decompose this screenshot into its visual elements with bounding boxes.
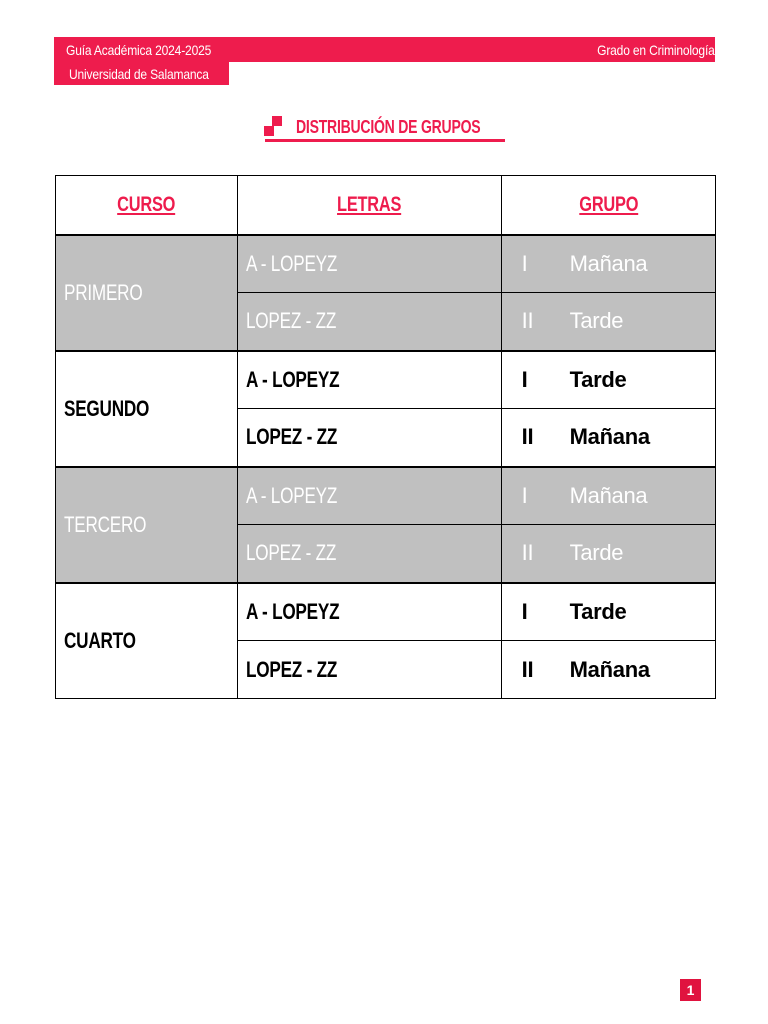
section-title-text: DISTRIBUCIÓN DE GRUPOS <box>296 117 481 137</box>
letras-range: A - LOPEYZ <box>246 598 340 624</box>
letras-range: LOPEZ - ZZ <box>246 424 338 450</box>
red-steps-icon <box>263 114 285 138</box>
university-name: Universidad de Salamanca <box>69 66 209 82</box>
curso-label: TERCERO <box>64 511 147 537</box>
grupo-cell <box>501 351 715 409</box>
letras-range: LOPEZ - ZZ <box>246 656 338 682</box>
grupo-number: I <box>521 598 528 624</box>
grupo-turno: Tarde <box>569 308 624 334</box>
grupo-number: I <box>521 250 528 276</box>
grupo-number: I <box>521 366 528 392</box>
grupo-turno: Mañana <box>569 656 650 682</box>
curso-label: SEGUNDO <box>64 395 150 421</box>
grupo-number: II <box>521 656 534 682</box>
curso-cell <box>56 235 238 351</box>
letras-cell <box>238 641 501 699</box>
guide-title: Guía Académica 2024-2025 <box>66 42 212 58</box>
letras-range: LOPEZ - ZZ <box>246 308 337 334</box>
grupo-turno: Tarde <box>569 540 624 566</box>
table-row <box>56 351 716 409</box>
grupo-cell <box>501 467 715 525</box>
page-number: 1 <box>680 979 701 1001</box>
curso-cell <box>56 583 238 699</box>
letras-cell <box>238 235 501 293</box>
grupo-turno: Tarde <box>569 366 627 392</box>
grupo-number: II <box>521 540 534 566</box>
degree-name: Grado en Criminología <box>597 42 715 58</box>
grupo-cell <box>501 525 715 583</box>
grupo-cell <box>501 293 715 351</box>
grupo-turno: Tarde <box>569 598 627 624</box>
letras-cell <box>238 351 501 409</box>
letras-range: A - LOPEYZ <box>246 482 338 508</box>
grupo-turno: Mañana <box>569 424 650 450</box>
curso-cell <box>56 467 238 583</box>
header-grupo: GRUPO <box>501 176 715 235</box>
letras-cell <box>238 409 501 467</box>
table-header-row <box>56 176 716 235</box>
table-row <box>56 467 716 525</box>
grupo-cell <box>501 641 715 699</box>
grupo-cell <box>501 235 715 293</box>
grupo-turno: Mañana <box>569 482 648 508</box>
curso-cell <box>56 351 238 467</box>
letras-range: LOPEZ - ZZ <box>246 540 337 566</box>
grupo-number: II <box>521 308 534 334</box>
grupo-number: II <box>521 424 534 450</box>
curso-label: CUARTO <box>64 627 136 653</box>
table-row <box>56 583 716 641</box>
letras-range: A - LOPEYZ <box>246 250 338 276</box>
header-letras: LETRAS <box>238 176 501 235</box>
letras-range: A - LOPEYZ <box>246 366 340 392</box>
table-row <box>56 235 716 293</box>
grupo-cell <box>501 409 715 467</box>
header-curso: CURSO <box>56 176 238 235</box>
letras-cell <box>238 525 501 583</box>
grupo-turno: Mañana <box>569 250 648 276</box>
title-underline <box>265 139 505 142</box>
section-title <box>263 114 505 142</box>
letras-cell <box>238 467 501 525</box>
curso-label: PRIMERO <box>64 279 143 305</box>
grupo-cell <box>501 583 715 641</box>
letras-cell <box>238 583 501 641</box>
groups-table <box>55 175 716 699</box>
letras-cell <box>238 293 501 351</box>
grupo-number: I <box>521 482 528 508</box>
